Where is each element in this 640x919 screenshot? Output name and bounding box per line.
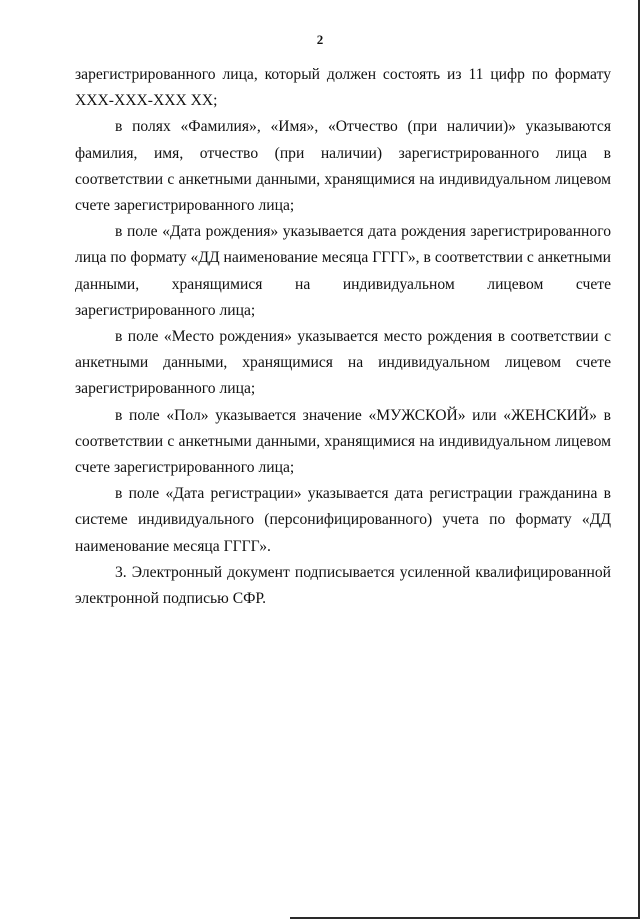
document-body [75, 62, 611, 612]
paragraph-registration-date: в поле «Дата регистрации» указывается дата регистрации гражданина в системе индивидуального (персонифицированного) учета по формату «ДД наименование месяца ГГГГ». [75, 485, 611, 555]
page-number: 2 [316, 32, 324, 47]
paragraph-gender: в поле «Пол» указывается значение «МУЖСКОЙ» или «ЖЕНСКИЙ» в соответствии с анкетными данными, хранящимися на индивидуальном лицевом счете зарегистрированного лица; [75, 406, 611, 477]
paragraph-snils-format: зарегистрированного лица, который должен состоять из 11 цифр по формату ХХХ-ХХХ-ХХХ ХХ; [75, 66, 611, 110]
paragraph-birth-place: в поле «Место рождения» указывается место рождения в соответствии с анкетными данными, хранящимися на индивидуальном лицевом счете зарегистрированного лица; [75, 328, 611, 398]
paragraph-birth-date: в поле «Дата рождения» указывается дата рождения зарегистрированного лица по формату «ДД наименование месяца ГГГГ», в соответствии с анкетными данными, хранящимися на индивидуальном лицевом счете зарегистрированного лица; [75, 223, 611, 319]
paragraph-fio-fields: в полях «Фамилия», «Имя», «Отчество (при наличии)» указываются фамилия, имя, отчество (при наличии) зарегистрированного лица в соответствии с анкетными данными, хранящимися на индивидуальном лицевом счете зарегистрированного лица; [75, 118, 611, 215]
paragraph-signature: 3. Электронный документ подписывается усиленной квалифицированной электронной подписью СФР. [75, 563, 611, 608]
